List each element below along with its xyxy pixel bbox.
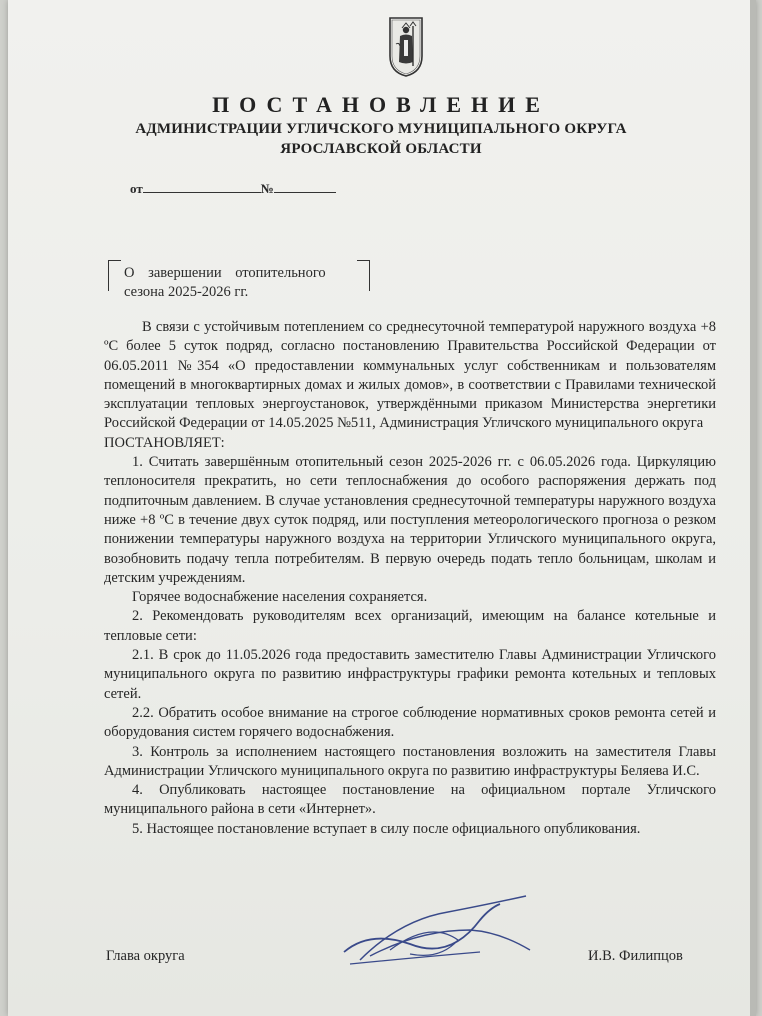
- signatory-name: И.В. Филипцов: [588, 948, 683, 964]
- item-1: 1. Считать завершённым отопительный сезон 2025-2026 гг. с 06.05.2026 года. Циркуляцию теплоносителя прекратить, но сети теплоснабжения до особого распоряжения держать под подпиточным давлением. В случае установления среднесуточной температуры наружного воздуха ниже +8 ºС в течение двух суток подряд, или поступления метеорологического прогноза о резком понижении температуры наружного воздуха на территории Угличского муниципального округа, возобновить подачу тепла потребителям. В первую очередь подать тепло больницам, школам и детским учреждениям.: [104, 454, 716, 586]
- subject-bracket-right: [357, 260, 370, 291]
- subject-line-2: сезона 2025-2026 гг.: [124, 284, 249, 300]
- date-number-field: [130, 181, 336, 197]
- signatory-position: Глава округа: [106, 948, 185, 964]
- item-5: 5. Настоящее постановление вступает в силу после официального опубликования.: [132, 820, 641, 837]
- subject-bracket-left: [108, 260, 121, 291]
- coat-of-arms-icon: [388, 16, 424, 78]
- item-3: 3. Контроль за исполнением настоящего постановления возложить на заместителя Главы Администрации Угличского муниципального округа по развитию инфраструктуры Беляева И.С.: [104, 743, 716, 779]
- number-prefix: №: [260, 181, 274, 196]
- subject-text: [124, 264, 326, 302]
- handwritten-signature: [330, 890, 540, 980]
- item-1-note: Горячее водоснабжение населения сохраняется.: [132, 589, 428, 606]
- preamble-paragraph: В связи с устойчивым потеплением со среднесуточной температурой наружного воздуха +8 ºС более 5 суток подряд, согласно постановлению Правительства Российской Федерации от 06.05.2011 №354 «О предоставлении коммунальных услуг собственникам и пользователям помещений в многоквартирных домах и жилых домов», в соответствии с Правилами технической эксплуатации тепловых энергоустановок, утверждёнными приказом Министерства энергетики Российской Федерации от 14.05.2025 №511, Администрация Угличского муниципального округа: [104, 319, 716, 432]
- decree-word: ПОСТАНОВЛЯЕТ:: [104, 434, 225, 451]
- date-prefix: от: [130, 181, 143, 196]
- subject-line-1: О завершении отопительного: [124, 265, 326, 281]
- item-2: 2. Рекомендовать руководителям всех организаций, имеющим на балансе котельные и тепловые сети:: [104, 608, 716, 644]
- subject-block: [108, 260, 370, 300]
- item-2-1: 2.1. В срок до 11.05.2026 года предоставить заместителю Главы Администрации Угличского муниципального округа по развитию инфраструктуры графики ремонта котельных и тепловых сетей.: [104, 647, 716, 702]
- item-2-2: 2.2. Обратить особое внимание на строгое соблюдение нормативных сроков ремонта сетей и оборудования систем горячего водоснабжения.: [104, 704, 716, 741]
- issuer-line-1: АДМИНИСТРАЦИИ УГЛИЧСКОГО МУНИЦИПАЛЬНОГО ОКРУГА: [135, 121, 627, 137]
- issuer-line-2: ЯРОСЛАВСКОЙ ОБЛАСТИ: [280, 141, 482, 157]
- number-blank: [274, 192, 336, 193]
- date-blank: [143, 192, 261, 193]
- document-title: ПОСТАНОВЛЕНИЕ: [212, 92, 550, 117]
- document-body: [104, 318, 716, 839]
- item-4: 4. Опубликовать настоящее постановление на официальном портале Угличского муниципального района в сети «Интернет».: [104, 782, 716, 818]
